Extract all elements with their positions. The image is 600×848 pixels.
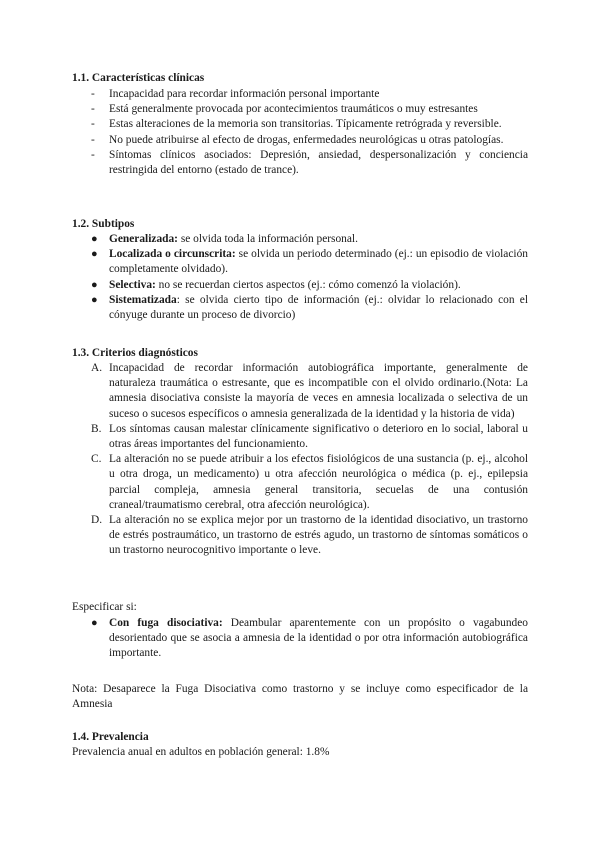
prevalence-text: Prevalencia anual en adultos en población general: 1.8% bbox=[72, 746, 330, 758]
list-item: ● Generalizada: se olvida toda la información personal. bbox=[91, 232, 528, 247]
note-paragraph: Nota: Desaparece la Fuga Disociativa como trastorno y se incluye como especificador de la Amnesia bbox=[72, 683, 528, 711]
section-heading-diagnostic-criteria: 1.3. Criterios diagnósticos bbox=[72, 347, 198, 359]
list-item: - Incapacidad para recordar información personal importante bbox=[91, 87, 528, 102]
bullet-marker: ● bbox=[91, 248, 98, 261]
list-item: ● Sistematizada: se olvida cierto tipo de información (ej.: olvidar lo relacionado con el cónyuge durante un proceso de divorcio) bbox=[91, 293, 528, 322]
list-item: ● Con fuga disociativa: Deambular aparentemente con un propósito o vagabundeo desorientado que se asocia a amnesia de la identidad o por otra información autobiográfica importante. bbox=[91, 617, 528, 660]
diagnostic-criteria-list bbox=[91, 361, 528, 559]
bullet-marker: ● bbox=[91, 233, 98, 245]
dash-marker: - bbox=[91, 148, 95, 161]
list-item: - Síntomas clínicos asociados: Depresión, ansiedad, despersonalización y conciencia restringida del entorno (estado de trance). bbox=[91, 148, 528, 177]
letter-marker: C. bbox=[91, 453, 102, 466]
section-heading-clinical-features: 1.1. Características clínicas bbox=[72, 72, 205, 84]
dash-marker: - bbox=[91, 118, 95, 131]
list-item: B. Los síntomas causan malestar clínicamente significativo o deterioro en lo social, laboral u otras áreas importantes del funcionamiento. bbox=[91, 422, 528, 451]
clinical-features-list bbox=[91, 87, 528, 178]
dash-marker: - bbox=[91, 103, 95, 116]
specify-label: Especificar si: bbox=[72, 601, 137, 613]
specifier-list bbox=[91, 616, 528, 662]
list-item: D. La alteración no se explica mejor por un trastorno de la identidad disociativo, un trastorno de estrés postraumático, un trastorno de estrés agudo, un trastorno de síntomas somáticos o un trastorno neurocognitivo importante o leve. bbox=[91, 514, 528, 557]
list-item: - No puede atribuirse al efecto de drogas, enfermedades neurológicas u otras patologías. bbox=[91, 133, 528, 148]
list-item: A. Incapacidad de recordar información autobiográfica importante, generalmente de naturaleza traumática o estresante, que es incompatible con el olvido ordinario.(Nota: La amnesia disociativa consiste la mayoría de veces en amnesia localizada o selectiva de un suceso o sucesos específicos o amnesia generalizada de la identidad y la historia de vida) bbox=[91, 362, 528, 420]
dash-marker: - bbox=[91, 133, 95, 146]
list-item: ● Selectiva: no se recuerdan ciertos aspectos (ej.: cómo comenzó la violación). bbox=[91, 278, 528, 293]
letter-marker: B. bbox=[91, 422, 102, 435]
list-item: - Está generalmente provocada por acontecimientos traumáticos o muy estresantes bbox=[91, 102, 528, 117]
subtypes-list bbox=[91, 232, 528, 323]
list-item: - Estas alteraciones de la memoria son transitorias. Típicamente retrógrada y reversible. bbox=[91, 117, 528, 132]
bullet-marker: ● bbox=[91, 617, 98, 629]
letter-marker: D. bbox=[91, 514, 103, 527]
list-item: ● Localizada o circunscrita: se olvida un periodo determinado (ej.: un episodio de violación completamente olvidado). bbox=[91, 248, 528, 276]
list-item: C. La alteración no se puede atribuir a los efectos fisiológicos de una sustancia (p. ej., alcohol u otra droga, un medicamento) u otra afección neurológica o médica (p. ej., epilepsia parcial compleja, amnesia general transitoria, secuelas de una contusión craneal/traumatismo cerebral, otra afección neurológica). bbox=[91, 453, 528, 511]
bullet-marker: ● bbox=[91, 293, 98, 306]
letter-marker: A. bbox=[91, 362, 103, 374]
bullet-marker: ● bbox=[91, 278, 98, 291]
dash-marker: - bbox=[91, 88, 95, 100]
section-heading-subtypes: 1.2. Subtipos bbox=[72, 218, 135, 230]
section-heading-prevalence: 1.4. Prevalencia bbox=[72, 731, 149, 743]
